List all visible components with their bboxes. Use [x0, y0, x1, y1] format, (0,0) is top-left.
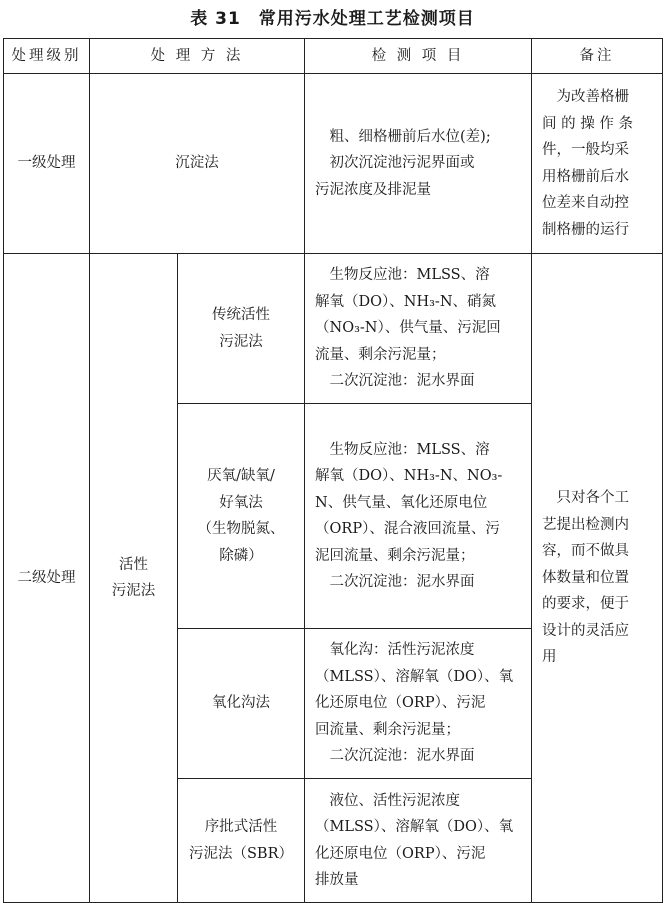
- text-line: 体数量和位置: [542, 569, 630, 586]
- text-line: 件，一般均采: [542, 142, 630, 158]
- text-line: 粗、细格栅前后水位(差);: [329, 128, 491, 145]
- table-row: [4, 254, 663, 404]
- text-line: 解氧（DO）、NH₃-N、NO₃-: [315, 468, 503, 484]
- level-cell: 一级处理: [4, 74, 90, 254]
- table-row: [4, 74, 663, 254]
- text-line: 氧化沟：活性污泥浓度: [329, 642, 475, 659]
- text-line: 污泥浓度及排泥量: [315, 181, 432, 198]
- text-line: 化还原电位（ORP）、污泥: [315, 695, 486, 712]
- method-cell: 沉淀法: [90, 74, 305, 254]
- items-cell: [305, 404, 532, 629]
- text-line: 二次沉淀池：泥水界面: [329, 373, 475, 390]
- text-line: 用格栅前后水: [542, 168, 630, 185]
- sub-method-cell: [178, 254, 305, 404]
- text-line: 回流量、剩余污泥量；: [315, 721, 461, 738]
- header-items: 检 测 项 目: [305, 39, 532, 74]
- method-cell: [90, 254, 178, 903]
- text-line: 流量、剩余污泥量；: [315, 346, 446, 363]
- header-method: 处 理 方 法: [90, 39, 305, 74]
- text-line: 序批式活性: [204, 819, 278, 835]
- text-line: 位差来自动控: [542, 195, 630, 211]
- text-line: N、供气量、氧化还原电位: [315, 494, 488, 511]
- text-line: 液位、活性污泥浓度: [329, 792, 461, 809]
- text-line: 的要求，便于: [542, 596, 630, 613]
- text-line: 二次沉淀池：泥水界面: [329, 574, 475, 590]
- text-line: 为改善格栅: [556, 89, 630, 105]
- text-line: 生物反应池：MLSS、溶: [329, 441, 490, 458]
- table-title: 表 31 常用污水处理工艺检测项目: [190, 9, 475, 29]
- items-cell: [305, 74, 532, 254]
- text-line: 容，而不做具: [542, 543, 630, 560]
- text-line: 厌氧/缺氧/: [207, 468, 275, 484]
- sub-method-cell: [178, 779, 305, 903]
- text-line: （NO₃-N）、供气量、污泥回: [315, 320, 501, 337]
- text-line: 二次沉淀池：泥水界面: [329, 748, 475, 765]
- note-cell: [532, 254, 663, 903]
- text-line: （MLSS）、溶解氧（DO）、氧: [315, 668, 514, 685]
- level-cell: 二级处理: [4, 254, 90, 903]
- items-cell: [305, 629, 532, 779]
- text-line: 好氧法: [219, 494, 263, 511]
- text-line: 除磷）: [219, 547, 263, 564]
- sub-method-cell: 氧化沟法: [178, 629, 305, 779]
- text-line: 设计的灵活应: [542, 622, 630, 639]
- note-cell: [532, 74, 663, 254]
- text-line: 污泥法: [111, 583, 156, 599]
- text-line: 污泥法: [219, 333, 263, 350]
- text-line: 活性: [119, 556, 148, 573]
- header-note: 备注: [532, 39, 663, 74]
- process-table: [3, 38, 663, 903]
- header-row: [4, 39, 663, 74]
- text-line: 制格栅的运行: [542, 221, 630, 238]
- items-cell: [305, 254, 532, 404]
- text-line: 只对各个工: [556, 490, 630, 507]
- text-line: 泥回流量、剩余污泥量；: [315, 547, 475, 564]
- items-cell: [305, 779, 532, 903]
- header-level: 处理级别: [4, 39, 90, 74]
- text-line: 化还原电位（ORP）、污泥: [315, 845, 486, 862]
- text-line: （MLSS）、溶解氧（DO）、氧: [315, 819, 514, 835]
- text-line: 污泥法（SBR）: [189, 845, 294, 862]
- text-line: 传统活性: [212, 307, 270, 323]
- sub-method-cell: [178, 404, 305, 629]
- text-line: 初次沉淀池污泥界面或: [329, 155, 475, 172]
- text-line: 间 的 操 作 条: [542, 115, 633, 132]
- text-line: 解氧（DO）、NH₃-N、硝氮: [315, 293, 497, 310]
- text-line: （生物脱氮、: [197, 521, 285, 537]
- text-line: 艺提出检测内: [542, 516, 630, 533]
- text-line: 排放量: [315, 872, 359, 888]
- text-line: （ORP）、混合液回流量、污: [315, 521, 500, 537]
- text-line: 用: [542, 649, 557, 666]
- text-line: 生物反应池：MLSS、溶: [329, 267, 490, 284]
